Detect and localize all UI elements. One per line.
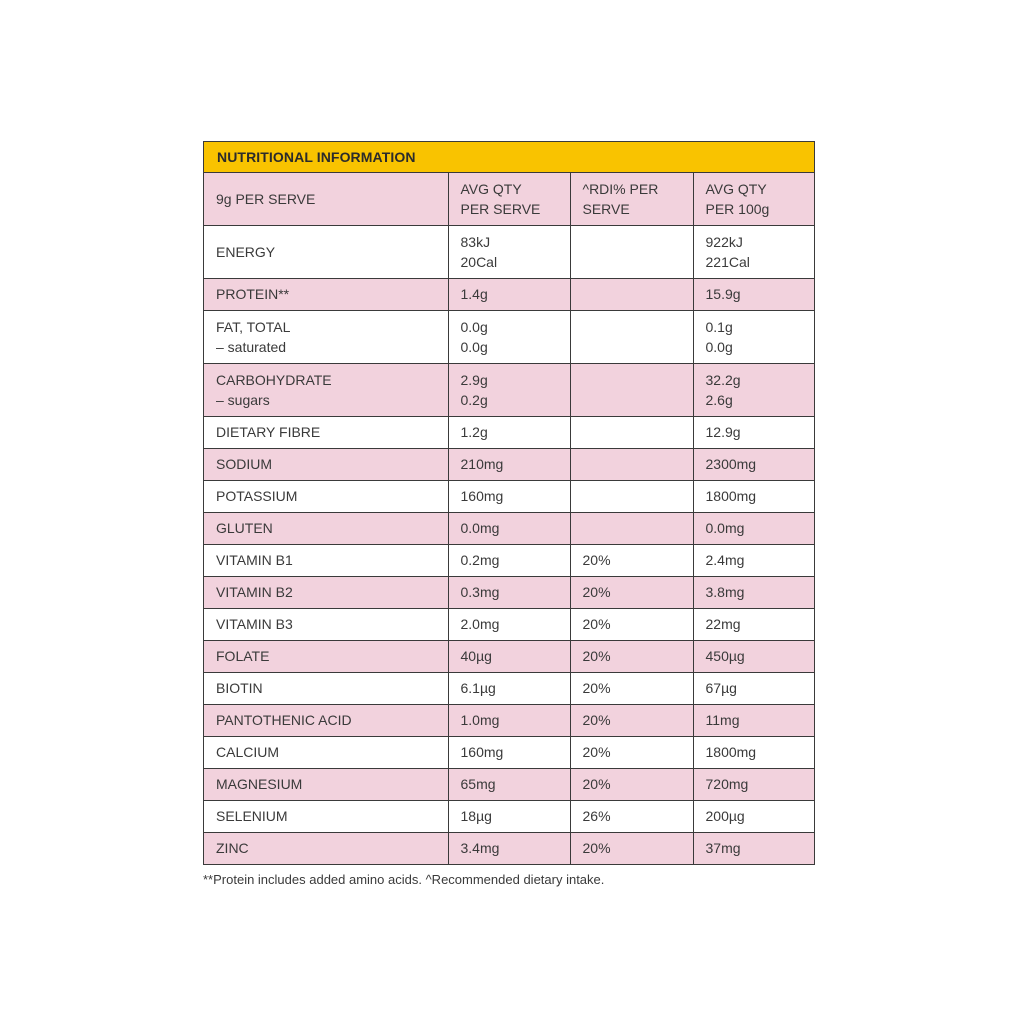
table-row (204, 311, 814, 364)
table-row (204, 513, 814, 545)
nutrient-name-cell-line: SELENIUM (216, 808, 288, 825)
per-100g-cell (693, 279, 814, 311)
nutrient-name-cell-line: ENERGY (216, 243, 276, 260)
rdi-cell (570, 673, 693, 705)
table-row (204, 609, 814, 641)
per-serve-cell-line: 1.4g (460, 286, 488, 303)
per-serve-cell (448, 673, 570, 705)
rdi-cell-value: 20% (582, 744, 611, 761)
rdi-cell-value: 20% (582, 584, 611, 601)
nutrient-name-cell-line: MAGNESIUM (216, 776, 303, 793)
table-row (204, 545, 814, 577)
table-row (204, 641, 814, 673)
rdi-cell (570, 577, 693, 609)
nutrient-name-cell (204, 279, 448, 311)
nutrient-name-cell-line: FAT, TOTAL (216, 318, 291, 335)
nutrient-name-cell (204, 705, 448, 737)
per-100g-cell-line: 2.4mg (705, 552, 745, 569)
per-serve-cell (448, 226, 570, 279)
nutrient-name-cell-line: ZINC (216, 840, 249, 857)
per-serve-cell-line: 1.0mg (460, 712, 500, 729)
nutrient-name-cell (204, 641, 448, 673)
nutrient-name-cell (204, 311, 448, 364)
per-serve-cell-line: 0.3mg (460, 584, 500, 601)
header-avg-qty-per-serve: AVG QTY PER SERVE (448, 173, 570, 226)
per-serve-cell (448, 609, 570, 641)
table-row (204, 279, 814, 311)
nutrient-name-cell-line: CALCIUM (216, 744, 280, 761)
nutrient-name-cell-line: – saturated (216, 339, 287, 355)
per-100g-cell-line: 0.0g (705, 339, 733, 355)
per-serve-cell-line: 0.2g (460, 392, 488, 408)
per-100g-cell (693, 417, 814, 449)
per-100g-cell-line: 221Cal (705, 254, 750, 270)
per-100g-cell (693, 705, 814, 737)
per-100g-cell-line: 450µg (705, 648, 745, 665)
per-serve-cell-line: 83kJ (460, 233, 491, 250)
nutrient-name-cell (204, 577, 448, 609)
nutrient-name-cell-line: – sugars (216, 392, 270, 408)
table-row (204, 673, 814, 705)
nutrition-table (204, 173, 814, 864)
table-row (204, 705, 814, 737)
header-rdi-per-serve: ^RDI% PER SERVE (570, 173, 693, 226)
per-serve-cell (448, 705, 570, 737)
per-serve-cell-line: 2.0mg (460, 616, 500, 633)
per-serve-cell (448, 417, 570, 449)
per-serve-cell-line: 18µg (460, 808, 492, 825)
rdi-cell (570, 641, 693, 673)
rdi-cell (570, 609, 693, 641)
per-serve-cell (448, 833, 570, 865)
per-serve-cell (448, 545, 570, 577)
per-100g-cell (693, 641, 814, 673)
nutrient-name-cell-line: CARBOHYDRATE (216, 371, 332, 388)
per-100g-cell (693, 833, 814, 865)
per-100g-cell (693, 481, 814, 513)
nutrient-name-cell-line: VITAMIN B1 (216, 552, 293, 569)
nutrient-name-cell-line: PROTEIN** (216, 286, 290, 303)
table-row (204, 801, 814, 833)
table-row (204, 481, 814, 513)
per-serve-cell (448, 577, 570, 609)
nutrient-name-cell (204, 609, 448, 641)
rdi-cell-value: 20% (582, 712, 611, 729)
rdi-cell-value: 26% (582, 808, 611, 825)
table-row (204, 833, 814, 865)
per-100g-cell (693, 801, 814, 833)
nutrient-name-cell (204, 833, 448, 865)
per-100g-cell-line: 200µg (705, 808, 745, 825)
nutrient-name-cell (204, 226, 448, 279)
table-row (204, 226, 814, 279)
per-serve-cell (448, 311, 570, 364)
per-100g-cell (693, 769, 814, 801)
per-serve-cell-line: 2.9g (460, 371, 488, 388)
per-100g-cell (693, 545, 814, 577)
per-100g-cell-line: 22mg (705, 616, 741, 633)
nutrient-name-cell (204, 417, 448, 449)
table-row (204, 364, 814, 417)
per-serve-cell-line: 65mg (460, 776, 496, 793)
rdi-cell (570, 417, 693, 449)
rdi-cell (570, 833, 693, 865)
nutrient-name-cell-line: SODIUM (216, 456, 272, 473)
rdi-cell (570, 513, 693, 545)
per-100g-cell-line: 1800mg (705, 488, 757, 505)
per-100g-cell-line: 2.6g (705, 392, 733, 408)
nutrient-name-cell-line: DIETARY FIBRE (216, 424, 321, 441)
nutrient-name-cell-line: PANTOTHENIC ACID (216, 712, 352, 729)
per-100g-cell (693, 673, 814, 705)
nutrient-name-cell (204, 769, 448, 801)
nutrient-name-cell-line: VITAMIN B3 (216, 616, 293, 633)
per-serve-cell (448, 481, 570, 513)
nutrient-name-cell (204, 481, 448, 513)
nutrient-name-cell (204, 449, 448, 481)
rdi-cell (570, 364, 693, 417)
rdi-cell (570, 545, 693, 577)
per-serve-cell (448, 449, 570, 481)
rdi-cell (570, 801, 693, 833)
per-100g-cell (693, 609, 814, 641)
per-serve-cell (448, 641, 570, 673)
rdi-cell-value: 20% (582, 840, 611, 857)
per-serve-cell (448, 769, 570, 801)
per-serve-cell-line: 210mg (460, 456, 504, 473)
rdi-cell (570, 769, 693, 801)
per-100g-cell (693, 364, 814, 417)
rdi-cell-value: 20% (582, 680, 611, 697)
per-serve-cell-line: 3.4mg (460, 840, 500, 857)
per-serve-cell (448, 801, 570, 833)
per-serve-cell-line: 160mg (460, 744, 504, 761)
per-100g-cell-line: 15.9g (705, 286, 741, 303)
rdi-cell (570, 279, 693, 311)
per-100g-cell-line: 32.2g (705, 371, 741, 388)
per-serve-cell-line: 40µg (460, 648, 492, 665)
per-100g-cell (693, 226, 814, 279)
nutrient-name-cell (204, 513, 448, 545)
per-serve-cell-line: 0.0g (460, 318, 488, 335)
per-100g-cell-line: 11mg (705, 712, 740, 729)
nutrient-name-cell (204, 364, 448, 417)
table-row (204, 737, 814, 769)
rdi-cell-value: 20% (582, 552, 611, 569)
per-100g-cell-line: 67µg (705, 680, 737, 697)
rdi-cell-value: 20% (582, 776, 611, 793)
rdi-cell (570, 449, 693, 481)
per-serve-cell-line: 160mg (460, 488, 504, 505)
nutrition-panel (203, 141, 815, 865)
rdi-cell (570, 737, 693, 769)
nutrient-name-cell (204, 801, 448, 833)
rdi-cell (570, 311, 693, 364)
per-100g-cell-line: 3.8mg (705, 584, 745, 601)
nutrient-name-cell (204, 673, 448, 705)
nutrient-name-cell (204, 545, 448, 577)
per-100g-cell (693, 737, 814, 769)
per-serve-cell (448, 279, 570, 311)
table-row (204, 417, 814, 449)
per-100g-cell-line: 37mg (705, 840, 741, 857)
per-100g-cell (693, 513, 814, 545)
table-row (204, 769, 814, 801)
per-100g-cell-line: 922kJ (705, 233, 743, 250)
nutrient-name-cell-line: BIOTIN (216, 680, 263, 697)
per-100g-cell-line: 0.1g (705, 318, 733, 335)
table-row (204, 577, 814, 609)
header-avg-qty-per-100g: AVG QTY PER 100g (693, 173, 814, 226)
panel-title: NUTRITIONAL INFORMATION (204, 142, 814, 173)
per-serve-cell-line: 0.0mg (460, 520, 500, 537)
per-100g-cell-line: 720mg (705, 776, 749, 793)
per-serve-cell (448, 513, 570, 545)
rdi-cell-value: 20% (582, 648, 611, 665)
per-100g-cell-line: 0.0mg (705, 520, 745, 537)
per-serve-cell (448, 364, 570, 417)
nutrient-name-cell-line: VITAMIN B2 (216, 584, 293, 601)
footnote: **Protein includes added amino acids. ^Recommended dietary intake. (203, 872, 605, 887)
nutrient-name-cell (204, 737, 448, 769)
table-row (204, 449, 814, 481)
per-100g-cell (693, 311, 814, 364)
per-100g-cell-line: 12.9g (705, 424, 741, 441)
per-serve-cell-line: 6.1µg (460, 680, 496, 697)
per-serve-cell (448, 737, 570, 769)
rdi-cell (570, 481, 693, 513)
rdi-cell (570, 705, 693, 737)
nutrient-name-cell-line: GLUTEN (216, 520, 273, 537)
rdi-cell-value: 20% (582, 616, 611, 633)
per-100g-cell-line: 2300mg (705, 456, 757, 473)
header-serve-size: 9g PER SERVE (204, 173, 448, 226)
nutrient-name-cell-line: FOLATE (216, 648, 270, 665)
per-serve-cell-line: 0.2mg (460, 552, 500, 569)
per-serve-cell-line: 0.0g (460, 339, 488, 355)
per-serve-cell-line: 20Cal (460, 254, 498, 270)
per-100g-cell (693, 449, 814, 481)
per-100g-cell-line: 1800mg (705, 744, 757, 761)
per-100g-cell (693, 577, 814, 609)
rdi-cell (570, 226, 693, 279)
nutrient-name-cell-line: POTASSIUM (216, 488, 298, 505)
per-serve-cell-line: 1.2g (460, 424, 488, 441)
header-row (204, 173, 814, 226)
